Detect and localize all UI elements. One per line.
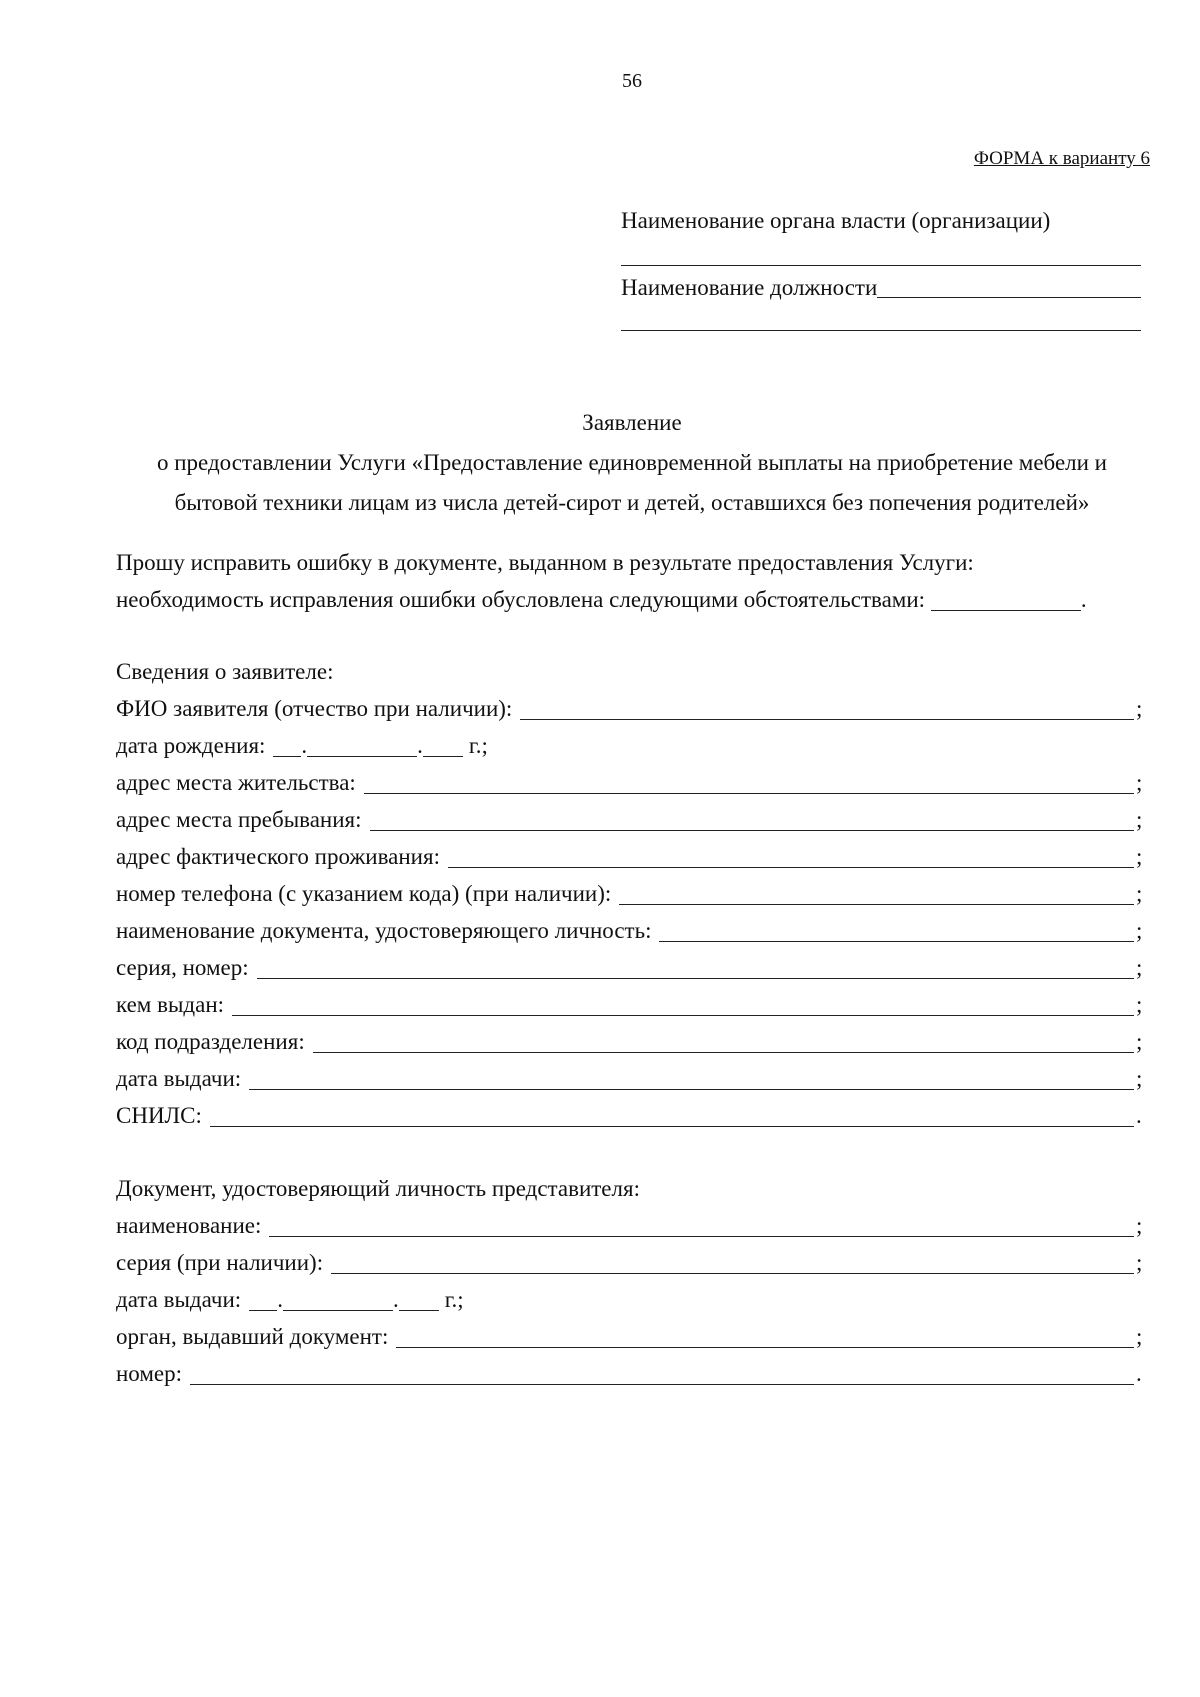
rep-name-field[interactable] [269, 1208, 1134, 1237]
applicant-field-row [116, 986, 1146, 1023]
row-end: . [1136, 1103, 1142, 1128]
applicant-field-row [116, 801, 1146, 838]
rep-issue-date-suffix: г.; [444, 1287, 464, 1312]
row-end: ; [1136, 918, 1143, 943]
snils-field[interactable] [210, 1098, 1134, 1127]
fio-field[interactable] [520, 691, 1134, 720]
rep-issuer-row [116, 1318, 1146, 1355]
request-line-2-text: необходимость исправления ошибки обусловлена следующими обстоятельствами: [116, 587, 926, 612]
representative-section [116, 1170, 1146, 1392]
rep-issue-date-row [116, 1281, 1146, 1318]
series-number-label: серия, номер: [116, 955, 249, 980]
row-end: ; [1136, 992, 1143, 1017]
rep-issue-day-field[interactable] [249, 1282, 277, 1311]
applicant-field-row [116, 764, 1146, 801]
request-line-1: Прошу исправить ошибку в документе, выданном в результате предоставления Услуги: [116, 550, 974, 575]
applicant-heading-row [116, 653, 1146, 690]
row-end: . [1136, 1361, 1142, 1386]
birth-date-row [116, 727, 1146, 764]
page-number: 56 [622, 70, 642, 92]
birth-date-label: дата рождения: [116, 733, 266, 758]
rep-number-field[interactable] [190, 1356, 1134, 1385]
circumstances-field[interactable] [931, 586, 1081, 611]
rep-number-label: номер: [116, 1361, 183, 1386]
row-end: ; [1136, 770, 1143, 795]
row-end: ; [1136, 1250, 1143, 1275]
applicant-field-row [116, 1060, 1146, 1097]
rep-series-row [116, 1244, 1146, 1281]
actual-address-field[interactable] [448, 839, 1134, 868]
title-line-3: бытовой техники лицам из числа детей-сирот и детей, оставшихся без попечения родителей» [174, 490, 1090, 515]
rep-issue-date-label: дата выдачи: [116, 1287, 242, 1312]
snils-label: СНИЛС: [116, 1103, 202, 1128]
request-paragraph [116, 544, 1146, 618]
title-heading: Заявление [582, 410, 682, 435]
title-line-2: о предоставлении Услуги «Предоставление единовременной выплаты на приобретение мебели и [156, 450, 1107, 475]
position-field[interactable] [877, 273, 1141, 298]
phone-label: номер телефона (с указанием кода) (при наличии): [116, 881, 612, 906]
applicant-field-row [116, 838, 1146, 875]
row-end: ; [1136, 807, 1143, 832]
rep-name-row [116, 1207, 1146, 1244]
position-field-line2[interactable] [621, 306, 1141, 331]
birth-date-suffix: г.; [468, 733, 488, 758]
rep-date-dot-1: . [277, 1287, 283, 1312]
birth-month-field[interactable] [307, 728, 417, 757]
addressee-block [621, 205, 1141, 331]
residence-address-label: адрес места жительства: [116, 770, 356, 795]
issue-date-field[interactable] [249, 1061, 1134, 1090]
id-document-field[interactable] [659, 913, 1134, 942]
row-end: ; [1136, 955, 1143, 980]
rep-number-row [116, 1355, 1146, 1392]
birth-day-field[interactable] [273, 728, 301, 757]
row-end: ; [1136, 1213, 1143, 1238]
row-end: ; [1136, 1066, 1143, 1091]
request-line-2 [116, 581, 1146, 618]
applicant-field-row [116, 912, 1146, 949]
birth-date-dot-1: . [301, 733, 308, 758]
phone-field[interactable] [619, 876, 1134, 905]
applicant-field-row [116, 875, 1146, 912]
form-reference: ФОРМА к варианту 6 [973, 148, 1150, 169]
rep-issue-month-field[interactable] [283, 1282, 393, 1311]
id-document-label: наименование документа, удостоверяющего личность: [116, 918, 652, 943]
division-code-label: код подразделения: [116, 1029, 305, 1054]
rep-series-field[interactable] [331, 1245, 1134, 1274]
birth-year-field[interactable] [423, 728, 463, 757]
row-end: ; [1136, 881, 1143, 906]
applicant-section [116, 653, 1146, 1134]
rep-name-label: наименование: [116, 1213, 262, 1238]
issued-by-field[interactable] [232, 987, 1134, 1016]
rep-date-dot-2: . [392, 1287, 399, 1312]
position-row [621, 272, 1141, 304]
applicant-field-row [116, 949, 1146, 986]
residence-address-field[interactable] [364, 765, 1134, 794]
representative-heading: Документ, удостоверяющий личность представителя: [116, 1176, 640, 1201]
stay-address-field[interactable] [370, 802, 1134, 831]
applicant-field-row [116, 1023, 1146, 1060]
rep-issuer-label: орган, выдавший документ: [116, 1324, 389, 1349]
document-title [100, 403, 1164, 523]
authority-label: Наименование органа власти (организации) [621, 208, 1051, 233]
actual-address-label: адрес фактического проживания: [116, 844, 440, 869]
request-line-2-end: . [1080, 587, 1087, 612]
row-end: ; [1136, 1324, 1143, 1349]
position-label: Наименование должности [621, 275, 878, 300]
rep-issue-year-field[interactable] [399, 1282, 439, 1311]
authority-field[interactable] [621, 241, 1141, 266]
fio-label: ФИО заявителя (отчество при наличии): [116, 696, 513, 721]
applicant-field-row [116, 1097, 1146, 1134]
issue-date-label: дата выдачи: [116, 1066, 242, 1091]
row-end: ; [1136, 844, 1143, 869]
rep-issuer-field[interactable] [396, 1319, 1134, 1348]
applicant-heading: Сведения о заявителе: [116, 659, 334, 684]
issued-by-label: кем выдан: [116, 992, 225, 1017]
representative-heading-row [116, 1170, 1146, 1207]
fio-end: ; [1136, 696, 1143, 721]
row-end: ; [1136, 1029, 1143, 1054]
rep-series-label: серия (при наличии): [116, 1250, 324, 1275]
fio-row [116, 690, 1146, 727]
stay-address-label: адрес места пребывания: [116, 807, 362, 832]
division-code-field[interactable] [313, 1024, 1134, 1053]
birth-date-dot-2: . [417, 733, 423, 758]
series-number-field[interactable] [257, 950, 1134, 979]
